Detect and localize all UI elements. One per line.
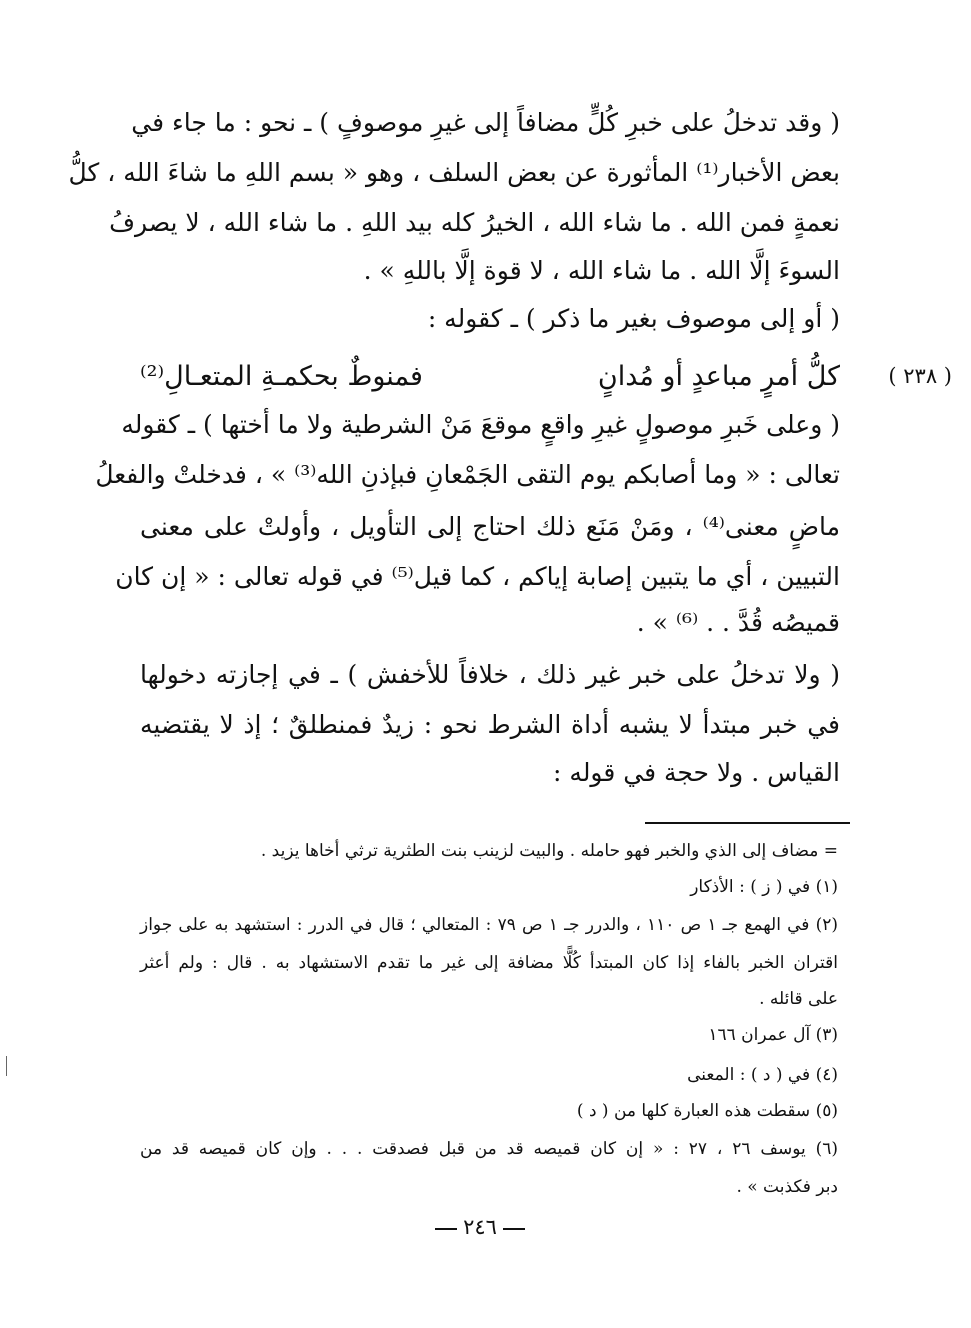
- text-line: نعمةٍ فمن الله . ما شاء الله ، الخيرُ كله بيد اللهِ . ما شاء الله ، لا يصرفُ: [109, 208, 840, 237]
- text-line: ( وقد تدخلُ على خبرِ كُلٍّ مضافاً إلى غيرِ موصوفٍ ) ـ نحو : ما جاء في: [131, 108, 840, 137]
- footnote-line: (٦) يوسف ٢٦ ، ٢٧ : « إن كان قميصه قد من قبل فصدقت . . . وإن كان قميصه قد من: [140, 1139, 839, 1159]
- footnote-line: = مضاف إلى الذي والخبر فهو حامله . والبيت لزينب بنت الطثرية ترثي أخاها يزيد .: [260, 841, 838, 861]
- verse-number: ( ٢٣٨ ): [888, 364, 952, 388]
- footnote-line: (٥) سقطت هذه العبارة كلها من ( د ): [576, 1101, 838, 1121]
- text-line: التبيين ، أي ما يتبين إصابة إياكم ، كما قيل⁽⁵⁾ في قوله تعالى : « إن كان: [115, 562, 840, 591]
- verse: [140, 352, 840, 402]
- text-line: تعالى : « وما أصابكم يوم التقى الجَمْعانِ فبإذنِ الله⁽³⁾ » ، فدخلتْ والفعلُ: [95, 460, 840, 489]
- footnote-line: اقتران الخبر بالفاء إذا كان المبتدأ كُلًّا مضافة إلى غير ما تقدم الاستشهاد به . قال : ولم أعثر: [140, 953, 838, 973]
- page-number: ٢٤٦: [380, 1210, 580, 1244]
- verse-hemistich-second: فمنوطٌ بحكمـةِ المتعـالِ⁽²⁾: [140, 361, 423, 392]
- footnote-line: (٤) في ( د ) : المعنى: [687, 1065, 838, 1085]
- footnote-line: دبر فكذبت » .: [736, 1177, 838, 1197]
- text-line: ماضٍ معنى⁽⁴⁾ ، ومَنْ مَنَع ذلك احتاج إلى التأويل ، وأولتْ على معنى: [140, 512, 841, 541]
- footnote-line: (٢) في الهمع جـ ١ ص ١١٠ ، والدرر جـ ١ ص ٧٩ : المتعالي ؛ قال في الدرر : استشهد به على جواز: [140, 915, 838, 935]
- footnote-separator: [645, 822, 850, 824]
- text-line: ( ولا تدخلُ على خبر غير ذلك ، خلافاً للأخفش ) ـ في إجازته دخولها: [140, 660, 840, 689]
- footnote-line: على قائله .: [759, 989, 838, 1009]
- text-line: بعض الأخبار⁽¹⁾ المأثورة عن بعض السلف ، وهو « بسم اللهِ ما شاءَ الله ، كلُّ: [68, 158, 840, 187]
- text-line: القياس . ولا حجة في قوله :: [553, 758, 840, 787]
- verse-hemistich-first: كلُّ أمرٍ مباعدٍ أو مُدانٍ: [597, 361, 840, 392]
- text-line: قميصُه قُدَّ . . ⁽⁶⁾ » .: [636, 608, 840, 637]
- text-line: في خبر مبتدأ لا يشبه أداة الشرط نحو : زيدٌ فمنطلقٌ ؛ إذ لا يقتضيه: [140, 710, 840, 739]
- scan-margin-mark: [6, 1056, 10, 1076]
- footnote-line: (١) في ( ز ) : الأذكار: [690, 877, 838, 897]
- text-line: السوءَ إلَّا الله . ما شاء الله ، لا قوة إلَّا باللهِ » .: [363, 256, 840, 285]
- text-line: ( أو إلى موصوف بغير ما ذكر ) ـ كقوله :: [427, 304, 840, 333]
- footnote-line: (٣) آل عمران ١٦٦: [708, 1025, 838, 1045]
- text-line: ( وعلى خَبرِ موصولٍ غيرِ واقعٍ موقعَ مَنْ الشرطية ولا ما أختها ) ـ كقوله: [121, 410, 840, 439]
